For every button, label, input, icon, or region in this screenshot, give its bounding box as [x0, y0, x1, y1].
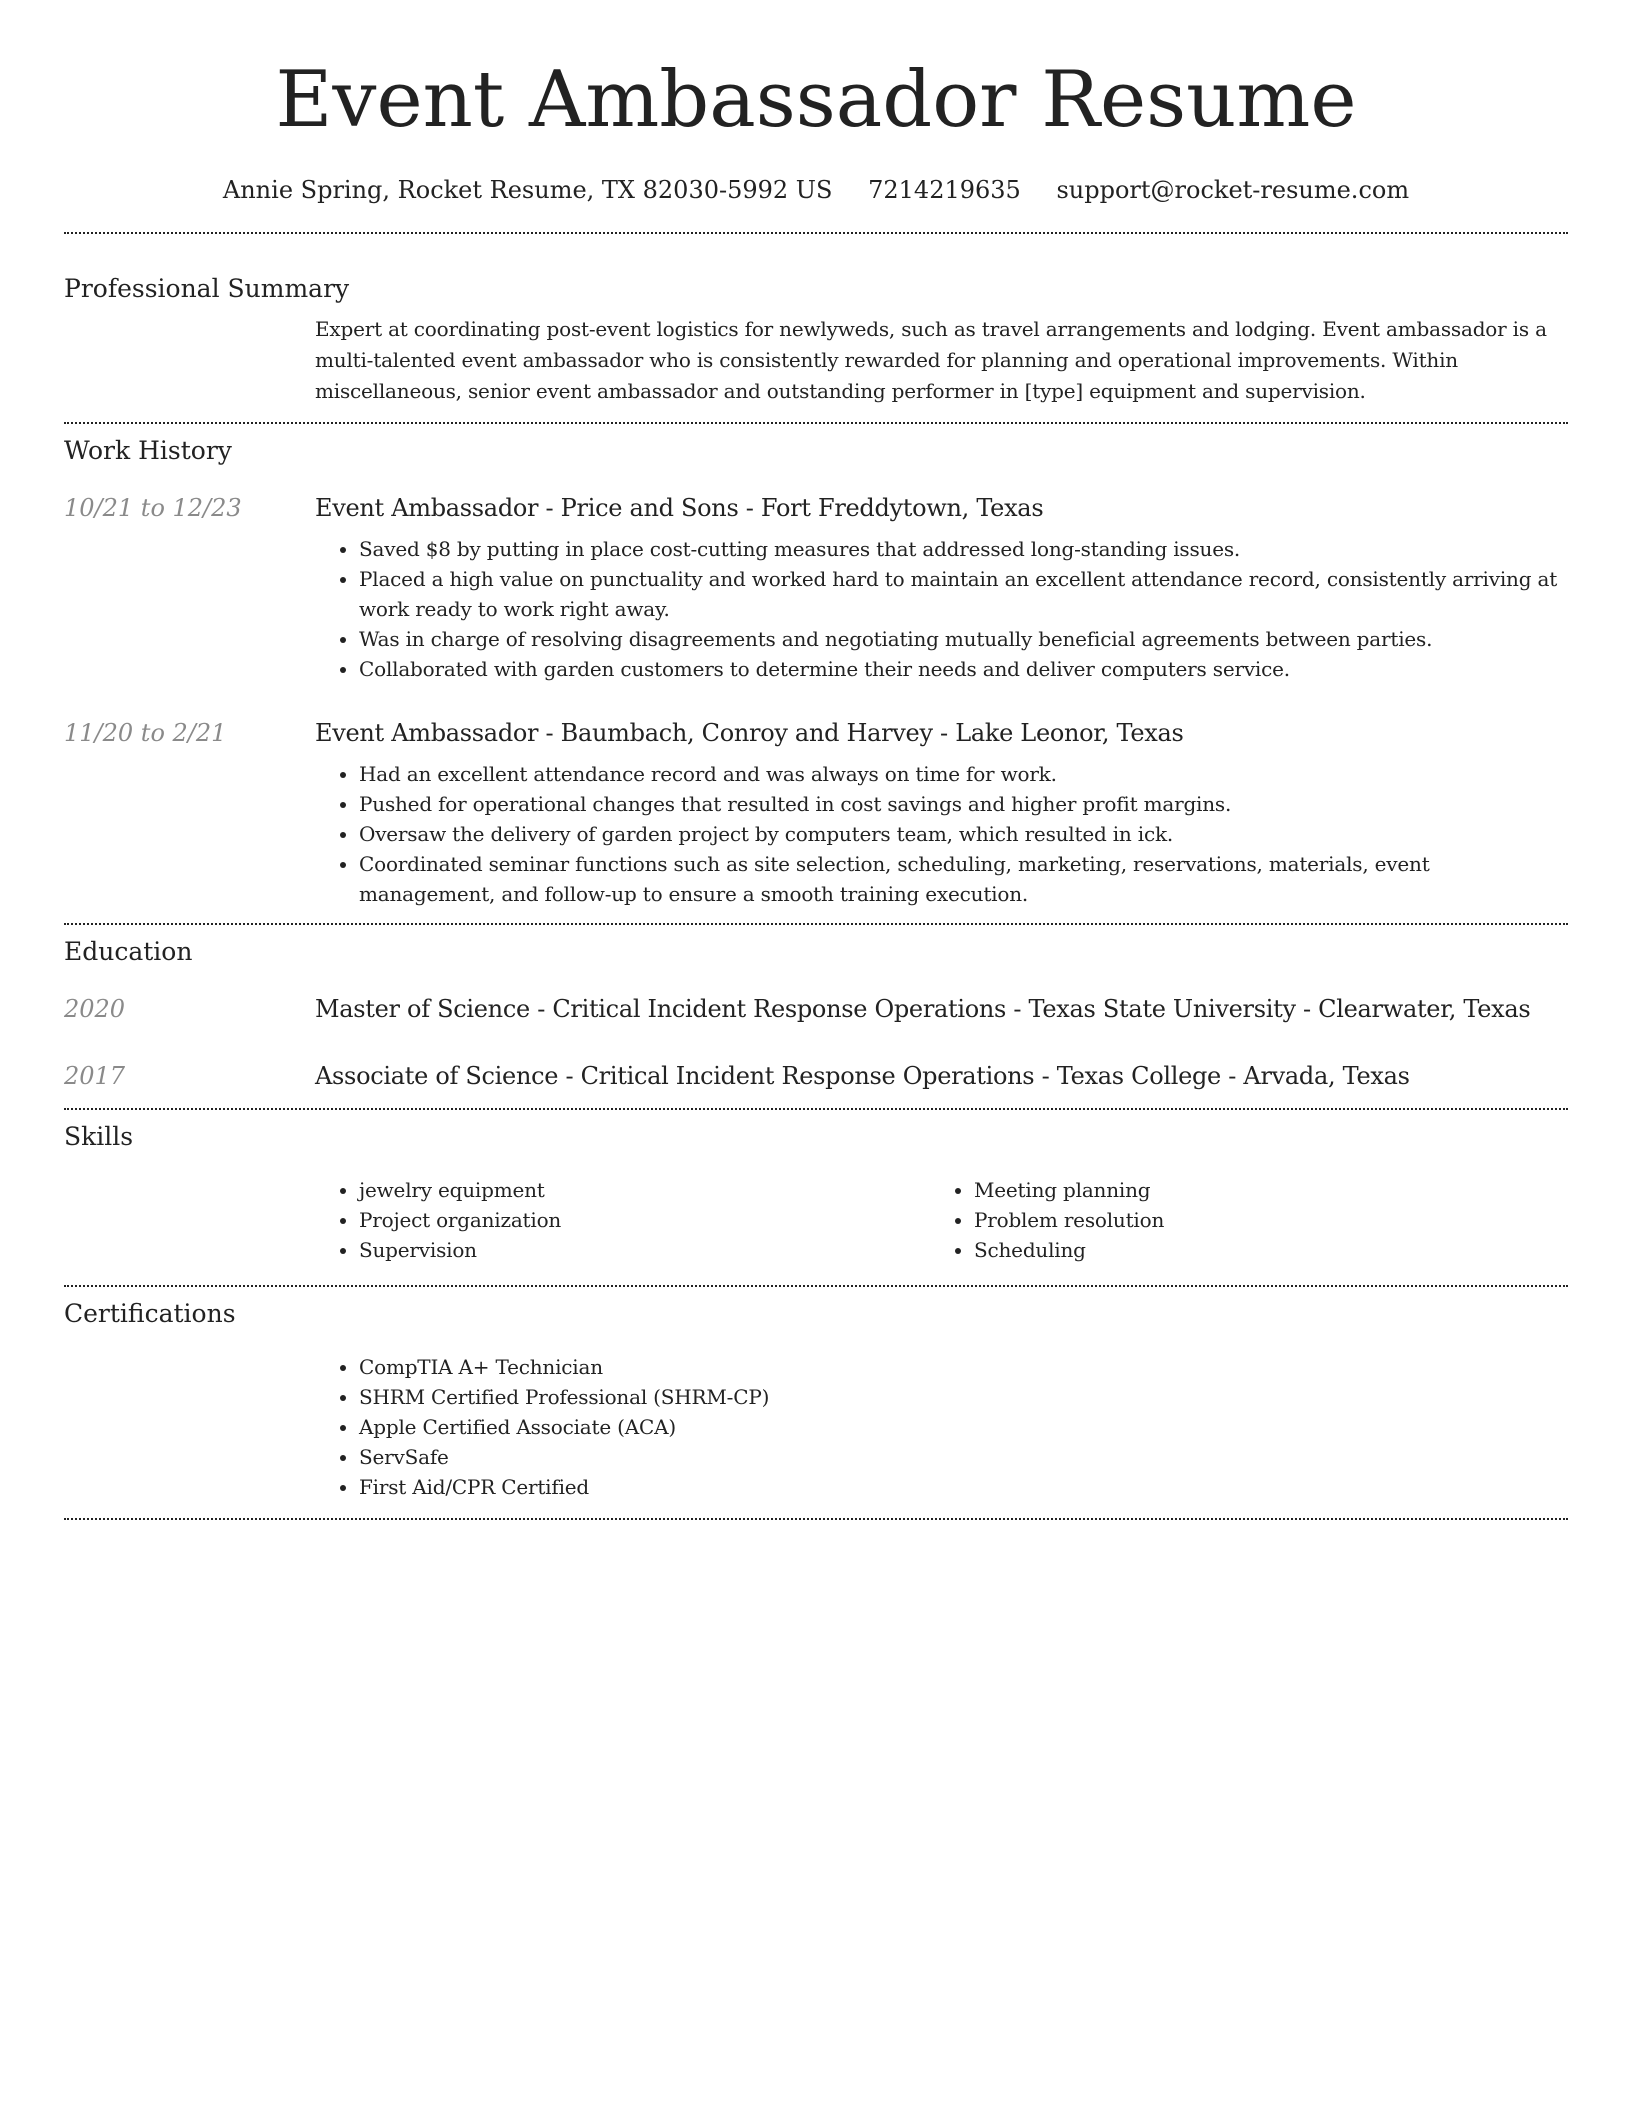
job-bullet: • Oversaw the delivery of garden project by computers team, which resulted in ick. — [359, 819, 1568, 849]
job-bullet: • Saved $8 by putting in place cost-cutting measures that addressed long-standing issues. — [359, 534, 1568, 564]
education-detail: Master of Science - Critical Incident Response Operations - Texas State University - Clearwater, Texas — [315, 995, 1531, 1023]
certification-item: • ServSafe — [359, 1442, 1612, 1472]
certification-item: • First Aid/CPR Certified — [359, 1472, 1612, 1502]
job-bullet: • Pushed for operational changes that resulted in cost savings and higher profit margins. — [359, 789, 1568, 819]
section-divider — [64, 1108, 1568, 1110]
education-year: 2020 — [64, 995, 126, 1023]
job-bullet: • Coordinated seminar functions such as site selection, scheduling, marketing, reservations, materials, event management, and follow-up to ensure a smooth training execution. — [359, 849, 1568, 909]
skills-list — [315, 1175, 930, 1265]
education-year: 2017 — [64, 1062, 126, 1090]
education-entry — [64, 993, 1568, 1025]
job-bullet: • Was in charge of resolving disagreements and negotiating mutually beneficial agreements between parties. — [359, 624, 1568, 654]
work-heading: Work History — [64, 436, 232, 465]
summary-section — [64, 273, 1568, 407]
certifications-section — [64, 1298, 1568, 1502]
job-title: Event Ambassador - Price and Sons - Fort Freddytown, Texas — [315, 494, 1044, 522]
certifications-list — [315, 1352, 1612, 1502]
contact-line — [64, 174, 1568, 206]
certification-item: • CompTIA A+ Technician — [359, 1352, 1612, 1382]
skills-list — [930, 1175, 1545, 1265]
job-dates: 11/20 to 2/21 — [64, 719, 227, 747]
education-entry — [64, 1060, 1568, 1092]
education-section — [64, 936, 1568, 1092]
section-divider — [64, 422, 1568, 424]
summary-text: Expert at coordinating post-event logistics for newlyweds, such as travel arrangements and lodging. Event ambassador is a multi-talented event ambassador who is consistently rewarded for planning and operational improvements. Within miscellaneous, senior event ambassador and outstanding performer in [type] equipment and supervision. — [315, 317, 1547, 403]
contact-address: Annie Spring, Rocket Resume, TX 82030-5992 US — [222, 176, 833, 204]
education-detail: Associate of Science - Critical Incident Response Operations - Texas College - Arvada, Texas — [315, 1062, 1410, 1090]
certification-item: • Apple Certified Associate (ACA) — [359, 1412, 1612, 1442]
contact-email: support@rocket-resume.com — [1056, 176, 1410, 204]
skills-heading: Skills — [64, 1122, 134, 1151]
job-title: Event Ambassador - Baumbach, Conroy and Harvey - Lake Leonor, Texas — [315, 719, 1184, 747]
resume-page — [64, 0, 1568, 1520]
skills-column-right — [930, 1175, 1545, 1265]
skill-item: • Problem resolution — [974, 1205, 1545, 1235]
job-bullet: • Collaborated with garden customers to determine their needs and deliver computers service. — [359, 654, 1568, 684]
job-bullets — [315, 759, 1568, 909]
certification-item: • SHRM Certified Professional (SHRM-CP) — [359, 1382, 1612, 1412]
section-divider — [64, 923, 1568, 925]
job-entry — [64, 492, 1568, 684]
job-bullet: • Placed a high value on punctuality and worked hard to maintain an excellent attendance record, consistently arriving at work ready to work right away. — [359, 564, 1568, 624]
resume-title: Event Ambassador Resume — [275, 55, 1357, 145]
job-bullet: • Had an excellent attendance record and was always on time for work. — [359, 759, 1568, 789]
work-section — [64, 435, 1568, 909]
job-dates: 10/21 to 12/23 — [64, 494, 242, 522]
contact-phone: 7214219635 — [868, 176, 1021, 204]
skills-column-left — [315, 1175, 930, 1265]
job-bullets — [315, 534, 1568, 684]
skill-item: • jewelry equipment — [359, 1175, 930, 1205]
skills-columns — [315, 1175, 1568, 1265]
skill-item: • Project organization — [359, 1205, 930, 1235]
job-entry — [64, 717, 1568, 909]
section-divider — [64, 1285, 1568, 1287]
section-divider — [64, 1518, 1568, 1520]
section-divider — [64, 232, 1568, 234]
summary-heading: Professional Summary — [64, 274, 350, 303]
skill-item: • Supervision — [359, 1235, 930, 1265]
certifications-heading: Certifications — [64, 1299, 236, 1328]
skill-item: • Scheduling — [974, 1235, 1545, 1265]
skill-item: • Meeting planning — [974, 1175, 1545, 1205]
education-heading: Education — [64, 937, 193, 966]
skills-section — [64, 1121, 1568, 1265]
